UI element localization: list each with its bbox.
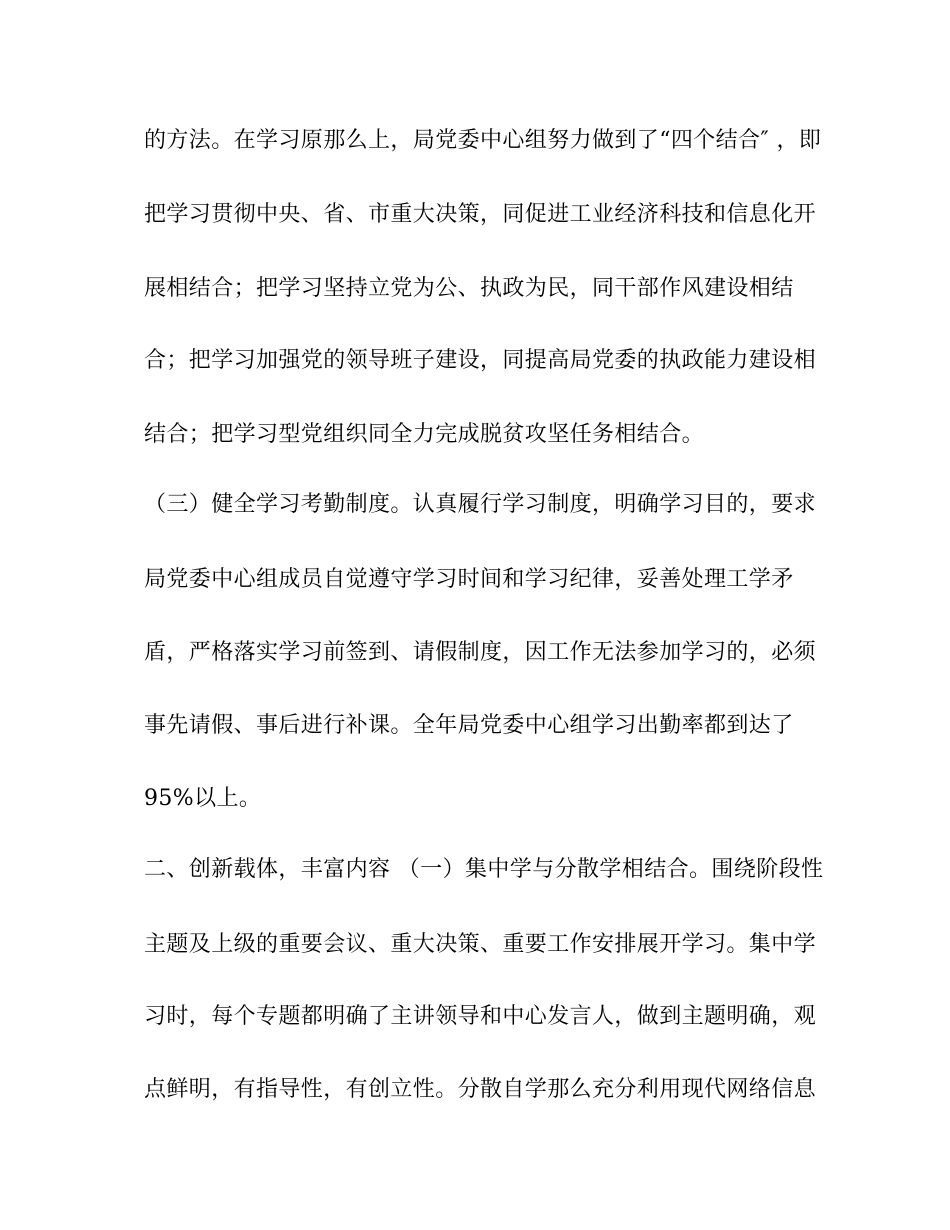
text-line-12: 主题及上级的重要会议、重大决策、重要工作安排展开学习。集中学 xyxy=(144,932,817,957)
text-line-5: 结合；把学习型党组织同全力完成脱贫攻坚任务相结合。 xyxy=(144,422,705,447)
text-line-2: 把学习贯彻中央、省、市重大决策，同促进工业经济科技和信息化开 xyxy=(144,202,817,227)
text-line-11: 二、创新载体，丰富内容 （一）集中学与分散学相结合。围绕阶段性 xyxy=(144,857,824,882)
text-line-6: （三）健全学习考勤制度。认真履行学习制度，明确学习目的，要求 xyxy=(144,492,817,517)
text-line-10: 95%以上。 xyxy=(144,786,262,811)
text-line-8: 盾，严格落实学习前签到、请假制度，因工作无法参加学习的，必须 xyxy=(144,640,817,665)
text-line-7: 局党委中心组成员自觉遵守学习时间和学习纪律，妥善处理工学矛 xyxy=(144,567,794,592)
text-line-14: 点鲜明，有指导性，有创立性。分散自学那么充分利用现代网络信息 xyxy=(144,1077,817,1102)
text-line-13: 习时，每个专题都明确了主讲领导和中心发言人，做到主题明确，观 xyxy=(144,1004,817,1029)
text-line-3: 展相结合；把学习坚持立党为公、执政为民，同干部作风建设相结 xyxy=(144,276,794,301)
text-line-1: 的方法。在学习原那么上，局党委中心组努力做到了“四个结合″ ，即 xyxy=(144,128,822,153)
text-line-9: 事先请假、事后进行补课。全年局党委中心组学习出勤率都到达了 xyxy=(144,713,794,738)
text-line-4: 合；把学习加强党的领导班子建设，同提高局党委的执政能力建设相 xyxy=(144,348,817,373)
